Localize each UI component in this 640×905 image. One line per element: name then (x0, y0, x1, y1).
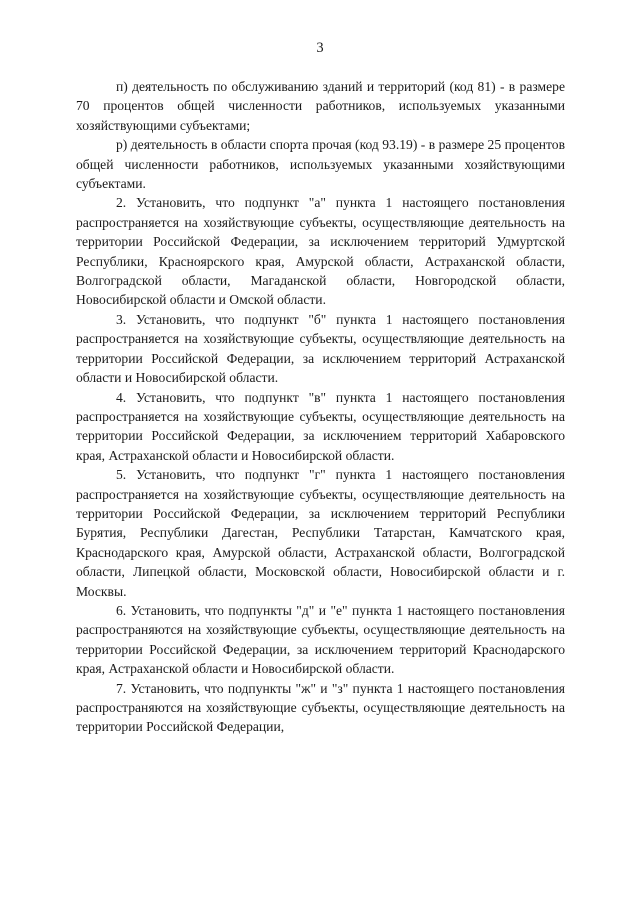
paragraph-r: р) деятельность в области спорта прочая (код 93.19) - в размере 25 процентов общей численности работников, используемых указанными хозяйствующими субъектами. (76, 137, 565, 192)
paragraph-p: п) деятельность по обслуживанию зданий и территорий (код 81) - в размере 70 процентов общей численности работников, используемых указанными хозяйствующими субъектами; (76, 79, 565, 133)
paragraph-2: 2. Установить, что подпункт "а" пункта 1 настоящего постановления распространяется на хозяйствующие субъекты, осуществляющие деятельность на территории Российской Федерации, за исключением территорий Удмуртской Республики, Красноярского края, Амурской области, Астраханской области, Волгоградской области, Магаданской области, Новгородской области, Новосибирской области и Омской области. (76, 195, 565, 308)
page-number: 3 (316, 40, 324, 56)
paragraph-5: 5. Установить, что подпункт "г" пункта 1 настоящего постановления распространяется на хозяйствующие субъекты, осуществляющие деятельность на территории Российской Федерации, за исключением территорий Республики Бурятия, Республики Дагестан, Республики Татарстан, Камчатского края, Краснодарского края, Амурской области, Астраханской области, Волгоградской области, Липецкой области, Московской области, Новосибирской области и г. Москвы. (76, 467, 565, 599)
paragraph-4: 4. Установить, что подпункт "в" пункта 1 настоящего постановления распространяется на хозяйствующие субъекты, осуществляющие деятельность на территории Российской Федерации, за исключением территорий Хабаровского края, Астраханской области и Новосибирской области. (76, 389, 565, 463)
paragraph-6: 6. Установить, что подпункты "д" и "е" пункта 1 настоящего постановления распространяются на хозяйствующие субъекты, осуществляющие деятельность на территории Российской Федерации, за исключением территорий Краснодарского края, Астраханской области и Новосибирской области. (76, 602, 565, 677)
document-body (76, 77, 565, 737)
paragraph-3: 3. Установить, что подпункт "б" пункта 1 настоящего постановления распространяется на хозяйствующие субъекты, осуществляющие деятельность на территории Российской Федерации, за исключением территорий Астраханской области и Новосибирской области. (76, 311, 565, 386)
paragraph-7: 7. Установить, что подпункты "ж" и "з" пункта 1 настоящего постановления распространяются на хозяйствующие субъекты, осуществляющие деятельность на территории Российской Федерации, (76, 680, 565, 735)
